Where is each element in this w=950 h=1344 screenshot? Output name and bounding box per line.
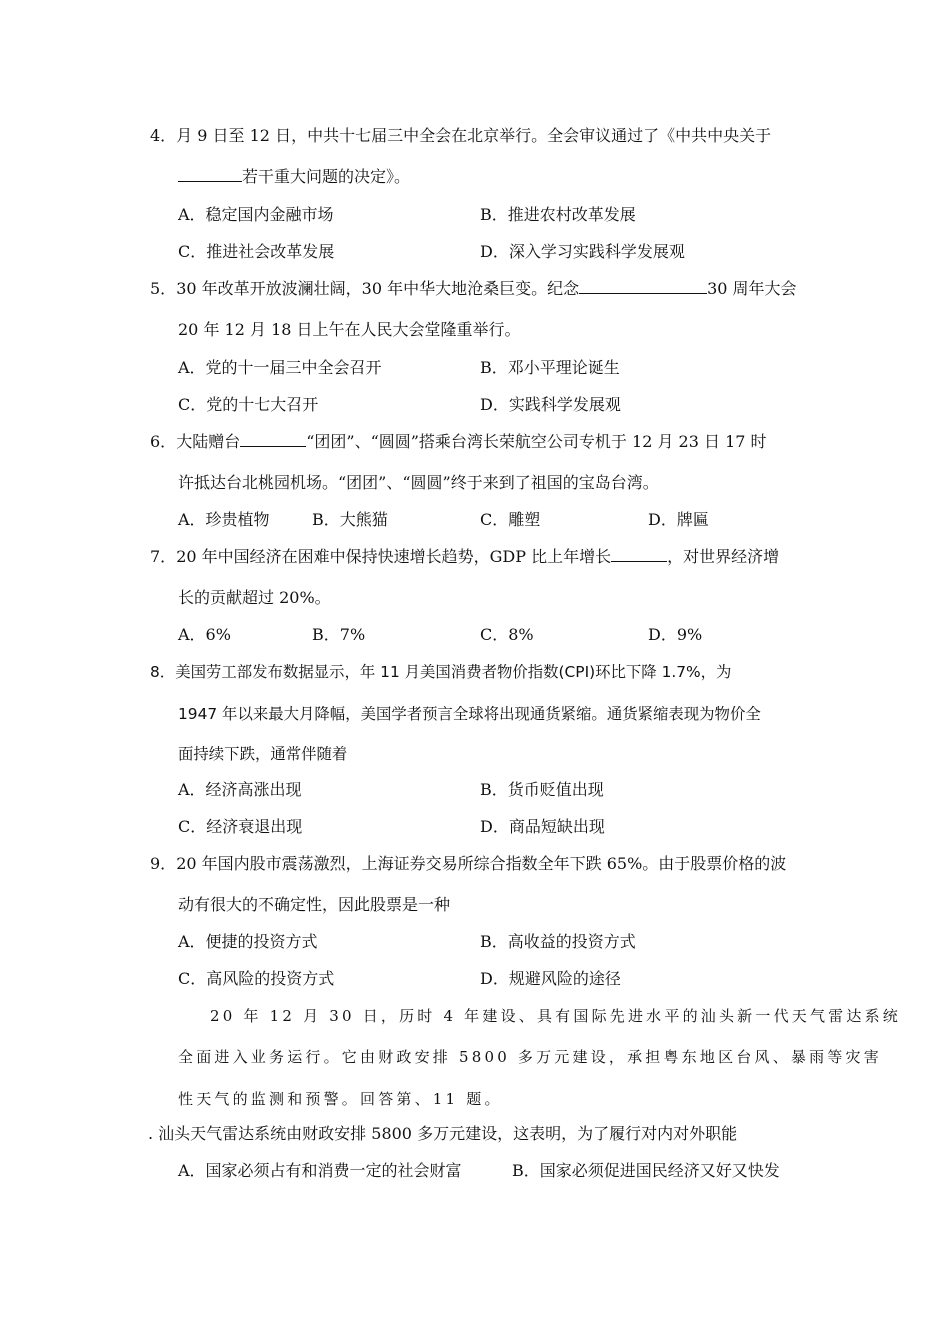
- option-b: B．7%: [312, 625, 366, 644]
- option-c: C．8%: [480, 625, 534, 644]
- option-c: C．雕塑: [480, 510, 541, 529]
- option-c: C．推进社会改革发展: [178, 242, 335, 261]
- question-9-line-1: [150, 853, 786, 875]
- question-4-line-1: [150, 125, 771, 147]
- answer-blank: [579, 279, 707, 294]
- question-5-line-1: [150, 278, 797, 300]
- passage-line-3: 性天气的监测和预警。回答第、11 题。: [178, 1090, 503, 1108]
- question-8-line-3: 面持续下跌，通常伴随着: [178, 745, 348, 763]
- option-a: A．6%: [178, 625, 231, 644]
- option-b: B．大熊猫: [312, 510, 388, 529]
- question-10-line-1: . 汕头天气雷达系统由财政安排 5800 多万元建设，这表明，为了履行对内对外职能: [148, 1124, 738, 1143]
- question-6-line-1: [150, 431, 767, 453]
- option-a: A．珍贵植物: [178, 510, 270, 529]
- option-b: B．货币贬值出现: [480, 780, 604, 799]
- option-d: D．深入学习实践科学发展观: [480, 242, 685, 261]
- option-a: A．国家必须占有和消费一定的社会财富: [178, 1161, 462, 1180]
- option-d: D．实践科学发展观: [480, 395, 621, 414]
- question-8-line-1: [150, 661, 731, 683]
- option-b: B．推进农村改革发展: [480, 205, 636, 224]
- question-9-line-2: 动有很大的不确定性，因此股票是一种: [178, 895, 451, 914]
- question-number: 6．: [150, 432, 177, 451]
- answer-blank: [611, 547, 667, 562]
- question-text: 20 年中国经济在困难中保持快速增长趋势，GDP 比上年增长: [176, 547, 612, 566]
- passage-line-2: 全面进入业务运行。它由财政安排 5800 多万元建设，承担粤东地区台风、暴雨等灾害: [178, 1048, 882, 1066]
- question-5-line-2: 20 年 12 月 18 日上午在人民大会堂隆重举行。: [178, 320, 521, 339]
- question-6-line-2: 许抵达台北桃园机场。“团团”、“圆圆”终于来到了祖国的宝岛台湾。: [178, 473, 659, 492]
- option-b: B．邓小平理论诞生: [480, 358, 620, 377]
- passage-line-1: 20 年 12 月 30 日，历时 4 年建设、具有国际先进水平的汕头新一代天气雷达系统: [210, 1007, 901, 1025]
- question-text: 月 9 日至 12 日，中共十七届三中全会在北京举行。全会审议通过了《中共中央关于: [176, 126, 772, 145]
- question-text: ，对世界经济增: [667, 547, 780, 566]
- question-7-line-1: [150, 546, 779, 568]
- question-number: 8．: [150, 663, 176, 681]
- question-text: 美国劳工部发布数据显示，年 11 月美国消费者物价指数(CPI)环比下降 1.7%，为: [175, 663, 732, 681]
- question-text: 20 年国内股市震荡激烈，上海证券交易所综合指数全年下跌 65%。由于股票价格的波: [176, 854, 787, 873]
- option-c: C．经济衰退出现: [178, 817, 303, 836]
- question-number: 4．: [150, 126, 177, 145]
- question-text: 30 年改革开放波澜壮阔，30 年中华大地沧桑巨变。纪念: [176, 279, 580, 298]
- answer-blank: [178, 167, 242, 182]
- option-d: D．9%: [648, 625, 703, 644]
- option-a: A．经济高涨出现: [178, 780, 302, 799]
- question-number: 9．: [150, 854, 177, 873]
- option-a: A．党的十一届三中全会召开: [178, 358, 382, 377]
- question-text: 大陆赠台: [176, 432, 241, 451]
- option-c: C．高风险的投资方式: [178, 969, 335, 988]
- option-c: C．党的十七大召开: [178, 395, 319, 414]
- option-d: D．牌匾: [648, 510, 709, 529]
- option-b: B．国家必须促进国民经济又好又快发: [512, 1161, 780, 1180]
- option-a: A．便捷的投资方式: [178, 932, 318, 951]
- option-b: B．高收益的投资方式: [480, 932, 636, 951]
- option-d: D．商品短缺出现: [480, 817, 605, 836]
- option-a: A．稳定国内金融市场: [178, 205, 334, 224]
- question-7-line-2: 长的贡献超过 20%。: [178, 588, 331, 607]
- question-text: 若干重大问题的决定》。: [242, 167, 411, 186]
- question-8-line-2: 1947 年以来最大月降幅，美国学者预言全球将出现通货紧缩。通货紧缩表现为物价全: [178, 705, 761, 723]
- question-4-line-2: [178, 166, 410, 188]
- question-text: 30 周年大会: [707, 279, 797, 298]
- answer-blank: [240, 432, 306, 447]
- question-text: “团团”、“圆圆”搭乘台湾长荣航空公司专机于 12 月 23 日 17 时: [306, 432, 767, 451]
- question-number: 5．: [150, 279, 177, 298]
- question-number: 7．: [150, 547, 177, 566]
- option-d: D．规避风险的途径: [480, 969, 621, 988]
